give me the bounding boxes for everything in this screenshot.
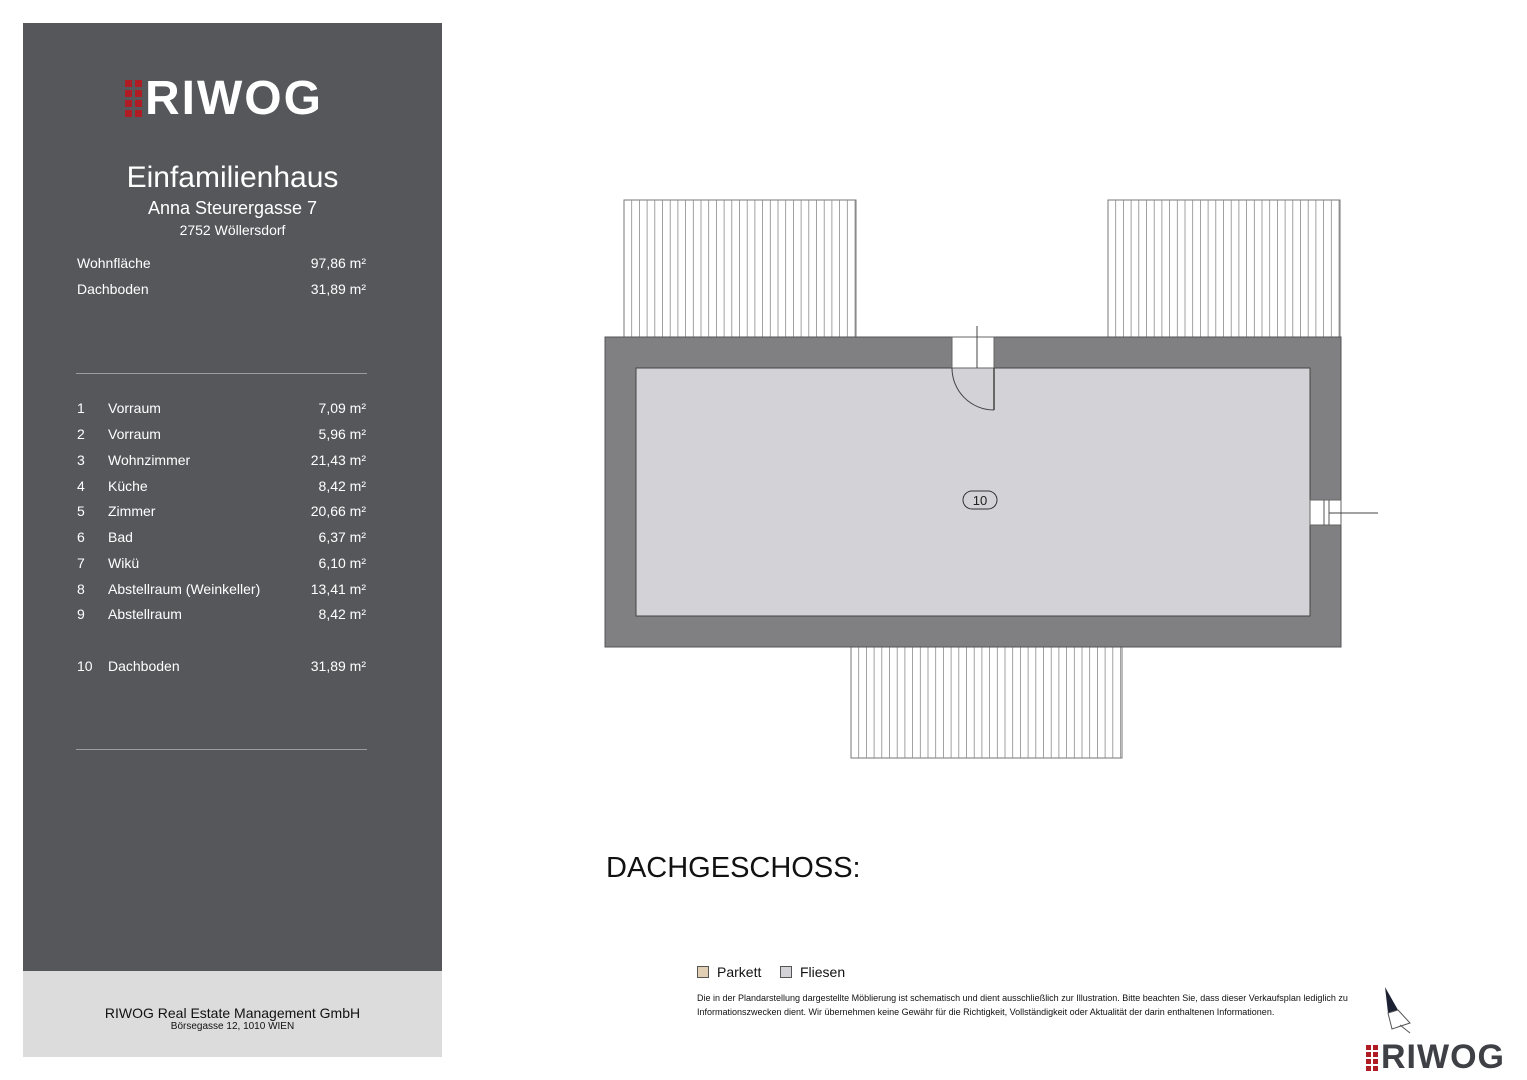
- window-icon: [1310, 500, 1378, 525]
- room-area: 20,66 m²: [310, 503, 366, 519]
- room-name: Vorraum: [108, 400, 161, 416]
- legend-label: Parkett: [717, 964, 762, 980]
- room-name: Bad: [108, 529, 133, 545]
- company-name: RIWOG Real Estate Management GmbH: [104, 1005, 361, 1021]
- room-number: 8: [77, 581, 85, 597]
- room-row: [77, 555, 366, 575]
- room-number: 10: [77, 658, 93, 674]
- room-name: Wikü: [108, 555, 140, 571]
- summary-row-dachboden: [77, 281, 366, 297]
- room-name: Abstellraum: [108, 606, 182, 622]
- room-name: Dachboden: [108, 658, 180, 674]
- room-name: Abstellraum (Weinkeller): [108, 581, 261, 597]
- floor-plan: [590, 190, 1400, 770]
- room-area: 31,89 m²: [310, 658, 366, 674]
- room-area: 8,42 m²: [318, 478, 366, 494]
- room-row: [77, 606, 366, 626]
- property-title: Einfamilienhaus: [126, 161, 339, 194]
- company-footer: [23, 971, 442, 1057]
- summary-value: 31,89 m²: [310, 281, 366, 297]
- room-area: 6,10 m²: [318, 555, 366, 571]
- room-number: 9: [77, 606, 85, 622]
- property-street: Anna Steurergasse 7: [147, 198, 318, 218]
- info-panel: [23, 23, 442, 971]
- room-area: 8,42 m²: [318, 606, 366, 622]
- room-number: 6: [77, 529, 85, 545]
- divider: [76, 749, 367, 750]
- floor-title: DACHGESCHOSS:: [606, 852, 861, 884]
- north-arrow-icon: [1380, 985, 1420, 1035]
- logo-mark-icon: [125, 80, 142, 117]
- room-label-text: 10: [972, 493, 988, 508]
- room-label-10: [963, 491, 997, 509]
- room-area: 21,43 m²: [310, 452, 366, 468]
- divider: [76, 373, 367, 374]
- company-address: Börsegasse 12, 1010 WIEN: [170, 1021, 295, 1032]
- room-name: Küche: [108, 478, 148, 494]
- riwog-logo-bottom: [1366, 1038, 1505, 1077]
- room-number: 7: [77, 555, 85, 571]
- room-row: [77, 400, 366, 420]
- room-area: 6,37 m²: [318, 529, 366, 545]
- room-row: [77, 426, 366, 446]
- summary-label: Dachboden: [77, 281, 149, 297]
- room-area: 13,41 m²: [310, 581, 366, 597]
- roof-hatch-top-left: [624, 200, 856, 337]
- room-row: [77, 658, 366, 678]
- room-number: 1: [77, 400, 85, 416]
- roof-hatch-bottom: [851, 647, 1122, 758]
- disclaimer-text: Die in der Plandarstellung dargestellte Möblierung ist schematisch und dient ausschließlich zur Illustration. Bitte beachten Sie, dass dieser Verkaufsplan lediglich zu Informationszwecken dient. Wir übernehmen keine Gewähr für die Richtigkeit, Vollständigkeit oder Aktualität der darin enthaltenen Informationen.: [697, 993, 1348, 1017]
- room-row: [77, 478, 366, 498]
- legend-parkett: [697, 964, 761, 980]
- room-number: 5: [77, 503, 85, 519]
- room-number: 3: [77, 452, 85, 468]
- room-number: 2: [77, 426, 85, 442]
- room-name: Wohnzimmer: [108, 452, 191, 468]
- riwog-logo: [125, 71, 323, 126]
- legend-label: Fliesen: [800, 964, 846, 980]
- logo-text: RIWOG: [1381, 1038, 1505, 1076]
- legend-swatch: [697, 966, 709, 978]
- room-number: 4: [77, 478, 85, 494]
- logo-text: RIWOG: [145, 72, 323, 125]
- summary-value: 97,86 m²: [310, 255, 366, 271]
- logo-mark-icon: [1366, 1045, 1378, 1071]
- summary-label: Wohnfläche: [77, 255, 151, 271]
- room-name: Vorraum: [108, 426, 161, 442]
- room-row: [77, 581, 366, 601]
- room-row: [77, 503, 366, 523]
- property-city: 2752 Wöllersdorf: [179, 222, 286, 238]
- room-row: [77, 529, 366, 549]
- room-area: 5,96 m²: [318, 426, 366, 442]
- legend-swatch: [780, 966, 792, 978]
- legend-fliesen: [780, 964, 845, 980]
- roof-hatch-top-right: [1108, 200, 1340, 337]
- room-area: 7,09 m²: [318, 400, 366, 416]
- room-name: Zimmer: [108, 503, 156, 519]
- room-row: [77, 452, 366, 472]
- summary-row-wohnflaeche: [77, 255, 366, 271]
